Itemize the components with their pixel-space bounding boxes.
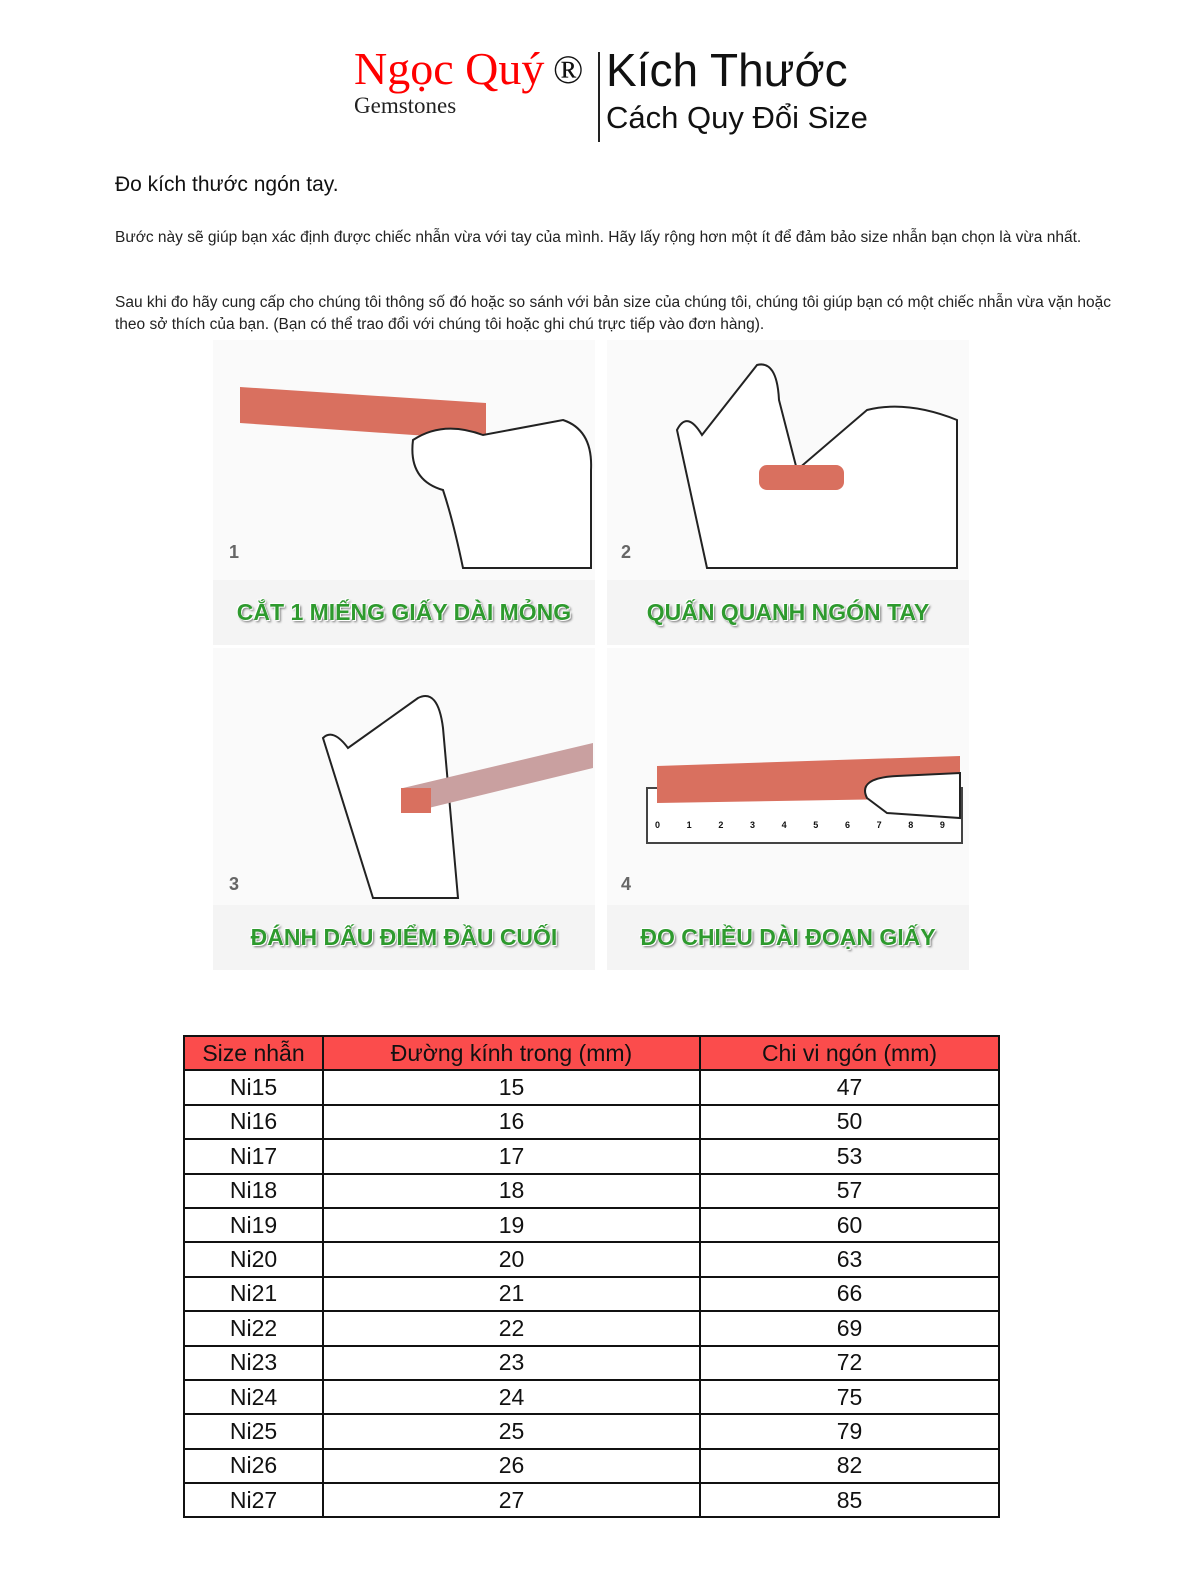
ruler-tick: 0 bbox=[655, 820, 661, 830]
header-diameter: Đường kính trong (mm) bbox=[323, 1036, 700, 1070]
diameter-cell: 27 bbox=[323, 1483, 700, 1517]
size-cell: Ni15 bbox=[184, 1070, 323, 1104]
page-subtitle: Cách Quy Đổi Size bbox=[606, 100, 868, 135]
table-row bbox=[184, 1449, 999, 1483]
ruler-icon bbox=[607, 648, 969, 905]
table-row bbox=[184, 1174, 999, 1208]
circumference-cell: 50 bbox=[700, 1105, 999, 1139]
paragraph: Bước này sẽ giúp bạn xác định được chiếc nhẫn vừa với tay của mình. Hãy lấy rộng hơn một ít để đảm bảo size nhẫn bạn chọn là vừa nhất. bbox=[115, 229, 1082, 246]
diameter-cell: 16 bbox=[323, 1105, 700, 1139]
ruler-ticks bbox=[655, 820, 945, 830]
diameter-cell: 24 bbox=[323, 1380, 700, 1414]
size-cell: Ni18 bbox=[184, 1174, 323, 1208]
wrap-finger-icon bbox=[607, 340, 969, 580]
diameter-cell: 22 bbox=[323, 1311, 700, 1345]
diameter-cell: 18 bbox=[323, 1174, 700, 1208]
size-cell: Ni27 bbox=[184, 1483, 323, 1517]
table-row bbox=[184, 1483, 999, 1517]
ruler-tick: 4 bbox=[781, 820, 787, 830]
circumference-cell: 53 bbox=[700, 1139, 999, 1173]
circumference-cell: 72 bbox=[700, 1346, 999, 1380]
size-cell: Ni23 bbox=[184, 1346, 323, 1380]
table-row bbox=[184, 1070, 999, 1104]
step-2-caption: QUẤN QUANH NGÓN TAY bbox=[607, 580, 969, 645]
diameter-cell: 19 bbox=[323, 1208, 700, 1242]
registered-mark: ® bbox=[553, 47, 584, 92]
table-row bbox=[184, 1105, 999, 1139]
size-cell: Ni20 bbox=[184, 1242, 323, 1276]
table-row bbox=[184, 1311, 999, 1345]
size-table bbox=[183, 1035, 1000, 1518]
ruler-tick: 5 bbox=[813, 820, 819, 830]
table-row bbox=[184, 1380, 999, 1414]
page-title: Kích Thước bbox=[606, 44, 848, 96]
step-3-illustration bbox=[213, 648, 595, 905]
size-cell: Ni21 bbox=[184, 1277, 323, 1311]
diameter-cell: 21 bbox=[323, 1277, 700, 1311]
diameter-cell: 23 bbox=[323, 1346, 700, 1380]
step-number: 3 bbox=[229, 874, 240, 894]
step-3-caption: ĐÁNH DẤU ĐIỂM ĐẦU CUỐI bbox=[213, 905, 595, 970]
table-row bbox=[184, 1346, 999, 1380]
table-row bbox=[184, 1208, 999, 1242]
circumference-cell: 79 bbox=[700, 1414, 999, 1448]
circumference-cell: 69 bbox=[700, 1311, 999, 1345]
diameter-cell: 25 bbox=[323, 1414, 700, 1448]
table-row bbox=[184, 1242, 999, 1276]
size-cell: Ni22 bbox=[184, 1311, 323, 1345]
ruler-tick: 6 bbox=[844, 820, 850, 830]
circumference-cell: 63 bbox=[700, 1242, 999, 1276]
header-size: Size nhẫn bbox=[184, 1036, 323, 1070]
brand-name: Ngọc Quý bbox=[354, 43, 545, 94]
circumference-cell: 82 bbox=[700, 1449, 999, 1483]
paragraph: Sau khi đo hãy cung cấp cho chúng tôi thông số đó hoặc so sánh với bản size của chúng tôi, chúng tôi giúp bạn có một chiếc nhẫn vừa vặn hoặc theo sở thích của bạn. (Bạn có thể trao đổi với chúng tôi hoặc ghi chú trực tiếp vào đơn hàng). bbox=[115, 294, 1111, 333]
header-divider bbox=[598, 52, 600, 142]
circumference-cell: 75 bbox=[700, 1380, 999, 1414]
diameter-cell: 26 bbox=[323, 1449, 700, 1483]
ruler-tick: 2 bbox=[718, 820, 724, 830]
size-cell: Ni17 bbox=[184, 1139, 323, 1173]
size-cell: Ni24 bbox=[184, 1380, 323, 1414]
diameter-cell: 20 bbox=[323, 1242, 700, 1276]
diameter-cell: 17 bbox=[323, 1139, 700, 1173]
section-title: Đo kích thước ngón tay. bbox=[115, 173, 339, 196]
diameter-cell: 15 bbox=[323, 1070, 700, 1104]
paper-strip-hand-icon bbox=[213, 340, 595, 580]
step-number: 4 bbox=[621, 874, 632, 894]
step-4-illustration bbox=[607, 648, 969, 905]
ruler-tick: 7 bbox=[876, 820, 882, 830]
size-cell: Ni16 bbox=[184, 1105, 323, 1139]
step-4-caption: ĐO CHIỀU DÀI ĐOẠN GIẤY bbox=[607, 905, 969, 970]
circumference-cell: 85 bbox=[700, 1483, 999, 1517]
circumference-cell: 47 bbox=[700, 1070, 999, 1104]
table-row bbox=[184, 1277, 999, 1311]
ruler-tick: 1 bbox=[686, 820, 692, 830]
ruler-tick: 9 bbox=[939, 820, 945, 830]
size-cell: Ni25 bbox=[184, 1414, 323, 1448]
step-number: 2 bbox=[621, 542, 632, 562]
step-number: 1 bbox=[229, 542, 240, 562]
step-2-illustration bbox=[607, 340, 969, 580]
size-cell: Ni19 bbox=[184, 1208, 323, 1242]
circumference-cell: 66 bbox=[700, 1277, 999, 1311]
ruler-tick: 3 bbox=[749, 820, 755, 830]
circumference-cell: 60 bbox=[700, 1208, 999, 1242]
table-row bbox=[184, 1414, 999, 1448]
circumference-cell: 57 bbox=[700, 1174, 999, 1208]
header-circumference: Chi vi ngón (mm) bbox=[700, 1036, 999, 1070]
brand-subtitle: Gemstones bbox=[354, 93, 457, 118]
ruler-tick: 8 bbox=[908, 820, 914, 830]
table-row bbox=[184, 1139, 999, 1173]
step-1-illustration bbox=[213, 340, 595, 580]
mark-paper-icon bbox=[213, 648, 595, 905]
step-1-caption: CẮT 1 MIẾNG GIẤY DÀI MỎNG bbox=[213, 580, 595, 645]
size-cell: Ni26 bbox=[184, 1449, 323, 1483]
